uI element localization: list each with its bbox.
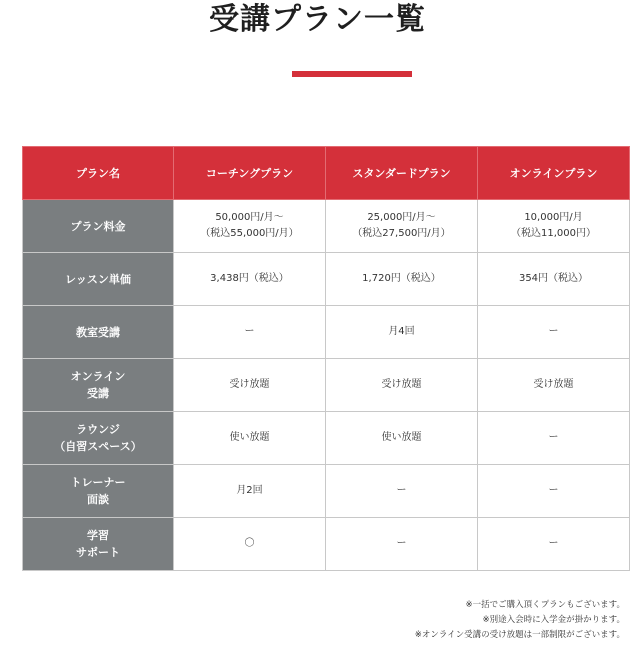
page-title: 受講プラン一覧 bbox=[209, 2, 426, 37]
cell-value: 受け放題 bbox=[533, 379, 574, 390]
plan-comparison-table bbox=[22, 146, 630, 571]
cell-value: 受け放題 bbox=[381, 379, 422, 390]
table-row bbox=[23, 200, 630, 253]
cell-value: 1,720円（税込） bbox=[362, 273, 441, 284]
row-label bbox=[23, 253, 174, 306]
cell-value: ー bbox=[548, 326, 559, 337]
row-label-text: プラン料金 bbox=[70, 219, 126, 233]
row-label bbox=[23, 200, 174, 253]
row-label-text: 面談 bbox=[87, 493, 109, 506]
cell-value: ー bbox=[548, 538, 559, 549]
cell-value: 使い放題 bbox=[229, 432, 270, 443]
cell-coaching-plan bbox=[174, 200, 326, 253]
cell-online-plan bbox=[478, 200, 630, 253]
cell-standard-plan bbox=[326, 253, 478, 306]
cell-online-plan bbox=[478, 465, 630, 518]
table-row bbox=[23, 518, 630, 571]
cell-online-plan bbox=[478, 518, 630, 571]
footnotes bbox=[225, 598, 625, 643]
table-header-row bbox=[23, 147, 630, 200]
cell-coaching-plan bbox=[174, 465, 326, 518]
cell-value: ー bbox=[548, 432, 559, 443]
row-label-text: （自習スペース） bbox=[54, 440, 142, 453]
cell-online-plan bbox=[478, 359, 630, 412]
row-label bbox=[23, 359, 174, 412]
footnote: ※一括でご購入頂くプランもございます。 bbox=[465, 600, 625, 610]
cell-online-plan bbox=[478, 412, 630, 465]
cell-value: 使い放題 bbox=[381, 432, 422, 443]
cell-value: ー bbox=[396, 485, 407, 496]
table-row bbox=[23, 412, 630, 465]
cell-online-plan bbox=[478, 306, 630, 359]
row-label-text: ラウンジ bbox=[76, 423, 120, 436]
row-label bbox=[23, 412, 174, 465]
footnote: ※オンライン受講の受け放題は一部制限がございます。 bbox=[414, 630, 625, 640]
cell-value: 354円（税込） bbox=[518, 273, 589, 284]
cell-value: 月2回 bbox=[236, 485, 263, 496]
header-standard-plan: スタンダードプラン bbox=[326, 147, 478, 200]
row-label-text: 受講 bbox=[87, 387, 109, 400]
row-label bbox=[23, 306, 174, 359]
table-row bbox=[23, 253, 630, 306]
cell-value: （税込11,000円） bbox=[511, 228, 596, 239]
cell-standard-plan bbox=[326, 412, 478, 465]
cell-value: ー bbox=[244, 326, 255, 337]
cell-coaching-plan bbox=[174, 253, 326, 306]
cell-value: 50,000円/月～ bbox=[215, 212, 284, 223]
footnote: ※別途入会時に入学金が掛かります。 bbox=[482, 615, 625, 625]
header-coaching-plan: コーチングプラン bbox=[174, 147, 326, 200]
table-row bbox=[23, 465, 630, 518]
cell-online-plan bbox=[478, 253, 630, 306]
cell-standard-plan bbox=[326, 359, 478, 412]
row-label bbox=[23, 465, 174, 518]
row-label-text: オンライン bbox=[70, 370, 126, 383]
row-label-text: 学習 bbox=[87, 529, 109, 542]
row-label-text: レッスン単価 bbox=[65, 272, 131, 286]
cell-coaching-plan bbox=[174, 359, 326, 412]
table-body bbox=[23, 200, 630, 571]
cell-value: 受け放題 bbox=[229, 379, 270, 390]
cell-value: 25,000円/月～ bbox=[367, 212, 436, 223]
cell-value: 月4回 bbox=[388, 326, 415, 337]
cell-standard-plan bbox=[326, 518, 478, 571]
title-underline bbox=[292, 71, 412, 77]
cell-coaching-plan bbox=[174, 518, 326, 571]
table-row bbox=[23, 306, 630, 359]
header-plan-name: プラン名 bbox=[23, 147, 174, 200]
cell-coaching-plan bbox=[174, 412, 326, 465]
cell-standard-plan bbox=[326, 200, 478, 253]
cell-value: ー bbox=[396, 538, 407, 549]
row-label-text: トレーナー bbox=[70, 476, 126, 489]
row-label-text: 教室受講 bbox=[76, 325, 120, 339]
cell-value: （税込27,500円/月） bbox=[352, 228, 451, 239]
cell-coaching-plan bbox=[174, 306, 326, 359]
cell-standard-plan bbox=[326, 306, 478, 359]
header-online-plan: オンラインプラン bbox=[478, 147, 630, 200]
cell-value: 3,438円（税込） bbox=[210, 273, 289, 284]
row-label-text: サポート bbox=[76, 546, 120, 559]
table-row bbox=[23, 359, 630, 412]
row-label bbox=[23, 518, 174, 571]
cell-value: 〇 bbox=[244, 538, 255, 549]
cell-value: 10,000円/月 bbox=[524, 212, 583, 223]
cell-standard-plan bbox=[326, 465, 478, 518]
cell-value: ー bbox=[548, 485, 559, 496]
cell-value: （税込55,000円/月） bbox=[200, 228, 299, 239]
